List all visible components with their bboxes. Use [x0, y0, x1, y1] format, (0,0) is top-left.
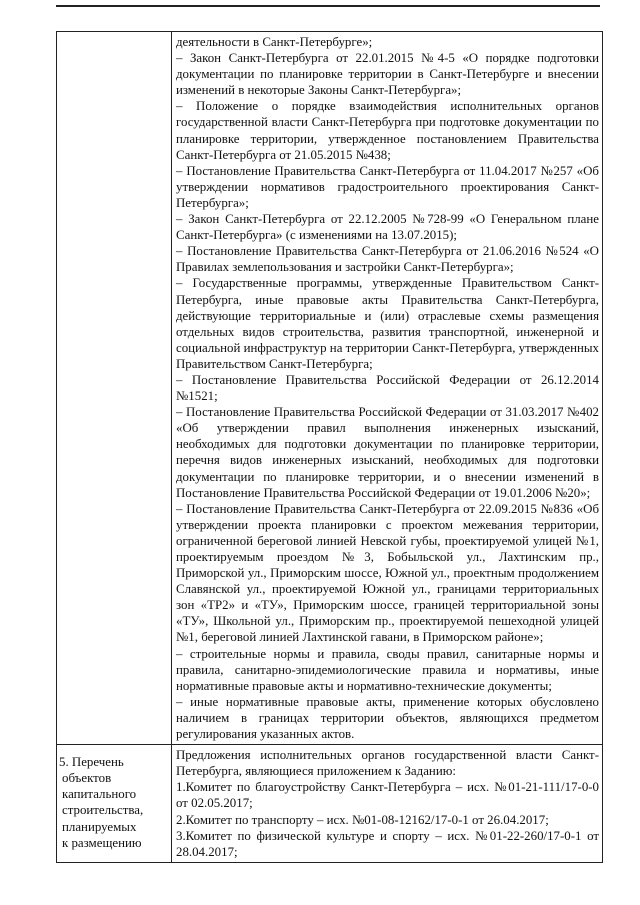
paragraph: – строительные нормы и правила, своды правил, санитарные нормы и правила, санитарно-эпидемиологические правила и нормативы, иные нормативные правовые акты и нормативно-технические документы;	[176, 646, 599, 693]
row2-content-cell	[172, 745, 603, 863]
table-row	[57, 745, 603, 863]
paragraph: – Постановление Правительства Санкт-Петербурга от 22.09.2015 №836 «Об утверждении проекта планировки с проектом межевания территории, ограниченной береговой линией Невской губы, проектируемой улицей №1, проектируемым проездом №3, Бобыльской ул., Лахтинским пр., Приморской ул., Приморским шоссе, Южной ул., проектным продолжением Славянской ул., проектируемой Южной ул., границами территориальных зон «ТР2» и «ТУ», Приморским шоссе, границей территориальной зоны «ТУ», Школьной ул., Приморским пр., проектируемой пешеходной улицей №1, береговой линией Лахтинской гавани, в Приморском районе»;	[176, 501, 599, 645]
paragraph: Предложения исполнительных органов государственной власти Санкт-Петербурга, являющиеся приложением к Заданию:	[176, 748, 599, 779]
paragraph: – Постановление Правительства Российской Федерации от 31.03.2017 №402 «Об утверждении правил выполнения инженерных изысканий, необходимых для подготовки документации по планировке территории, перечня видов инженерных изысканий, необходимых для подготовки документации по планировке территории, и о внесении изменений в Постановление Правительства Российской Федерации от 19.01.2006 №20»;	[176, 405, 599, 500]
label-line: к размещению	[62, 835, 142, 850]
row1-content	[172, 32, 602, 744]
paragraph: – иные нормативные правовые акты, применение которых обусловлено наличием в границах территории объектов, являющихся предметом регулирования указанных актов.	[176, 694, 599, 742]
paragraph: – Постановление Правительства Санкт-Петербурга от 21.06.2016 №524 «О Правилах землепользования и застройки Санкт-Петербурга»;	[176, 244, 599, 275]
paragraph: 3.Комитет по физической культуре и спорту – исх. №01-22-260/17-0-1 от 28.04.2017;	[176, 828, 599, 859]
row2-label-cell	[57, 745, 172, 863]
row2-label	[57, 745, 171, 853]
paragraph: 1.Комитет по благоустройству Санкт-Петербурга – исх. №01-21-111/17-0-0 от 02.05.2017;	[176, 780, 599, 811]
row1-content-cell	[172, 32, 603, 745]
paragraph: – Постановление Правительства Российской Федерации от 26.12.2014 №1521;	[176, 372, 599, 404]
label-line: планируемых	[62, 819, 137, 834]
paragraph: – Закон Санкт-Петербурга от 22.12.2005 №728-99 «О Генеральном плане Санкт-Петербурга» (с изменениями на 13.07.2015);	[176, 212, 599, 243]
requirements-table	[56, 31, 603, 863]
paragraph: – Положение о порядке взаимодействия исполнительных органов государственной власти Санкт-Петербурга при подготовке документации по планировке территории, утвержденное постановлением Правительства Санкт-Петербурга от 21.05.2015 №438;	[176, 99, 599, 162]
label-line: 5. Перечень	[59, 755, 124, 770]
label-line: капитального	[62, 787, 137, 802]
paragraph: – Постановление Правительства Санкт-Петербурга от 11.04.2017 №257 «Об утверждении нормативов градостроительного проектирования Санкт-Петербурга»;	[176, 163, 599, 210]
label-line: строительства,	[62, 803, 144, 818]
row2-content	[172, 745, 602, 862]
paragraph: – Закон Санкт-Петербурга от 22.01.2015 №4-5 «О порядке подготовки документации по планировке территории в Санкт-Петербурге и внесении изменений в некоторые Законы Санкт-Петербурга»;	[176, 51, 599, 98]
paragraph: – Государственные программы, утвержденные Правительством Санкт-Петербурга, иные правовые акты Правительства Санкт-Петербурга, действующие территориальные и (или) отраслевые схемы размещения отдельных видов строительства, развития транспортной, инженерной и социальной инфраструктур на территории Санкт-Петербурга, утвержденных Правительством Санкт-Петербурга;	[176, 276, 599, 371]
top-rule	[56, 5, 600, 7]
paragraph: 2.Комитет по транспорту – исх. №01-08-12162/17-0-1 от 26.04.2017;	[176, 812, 549, 827]
paragraph: деятельности в Санкт-Петербурге»;	[176, 35, 373, 49]
label-line: объектов	[62, 771, 112, 786]
table-row	[57, 32, 603, 745]
row1-label-cell	[57, 32, 172, 745]
